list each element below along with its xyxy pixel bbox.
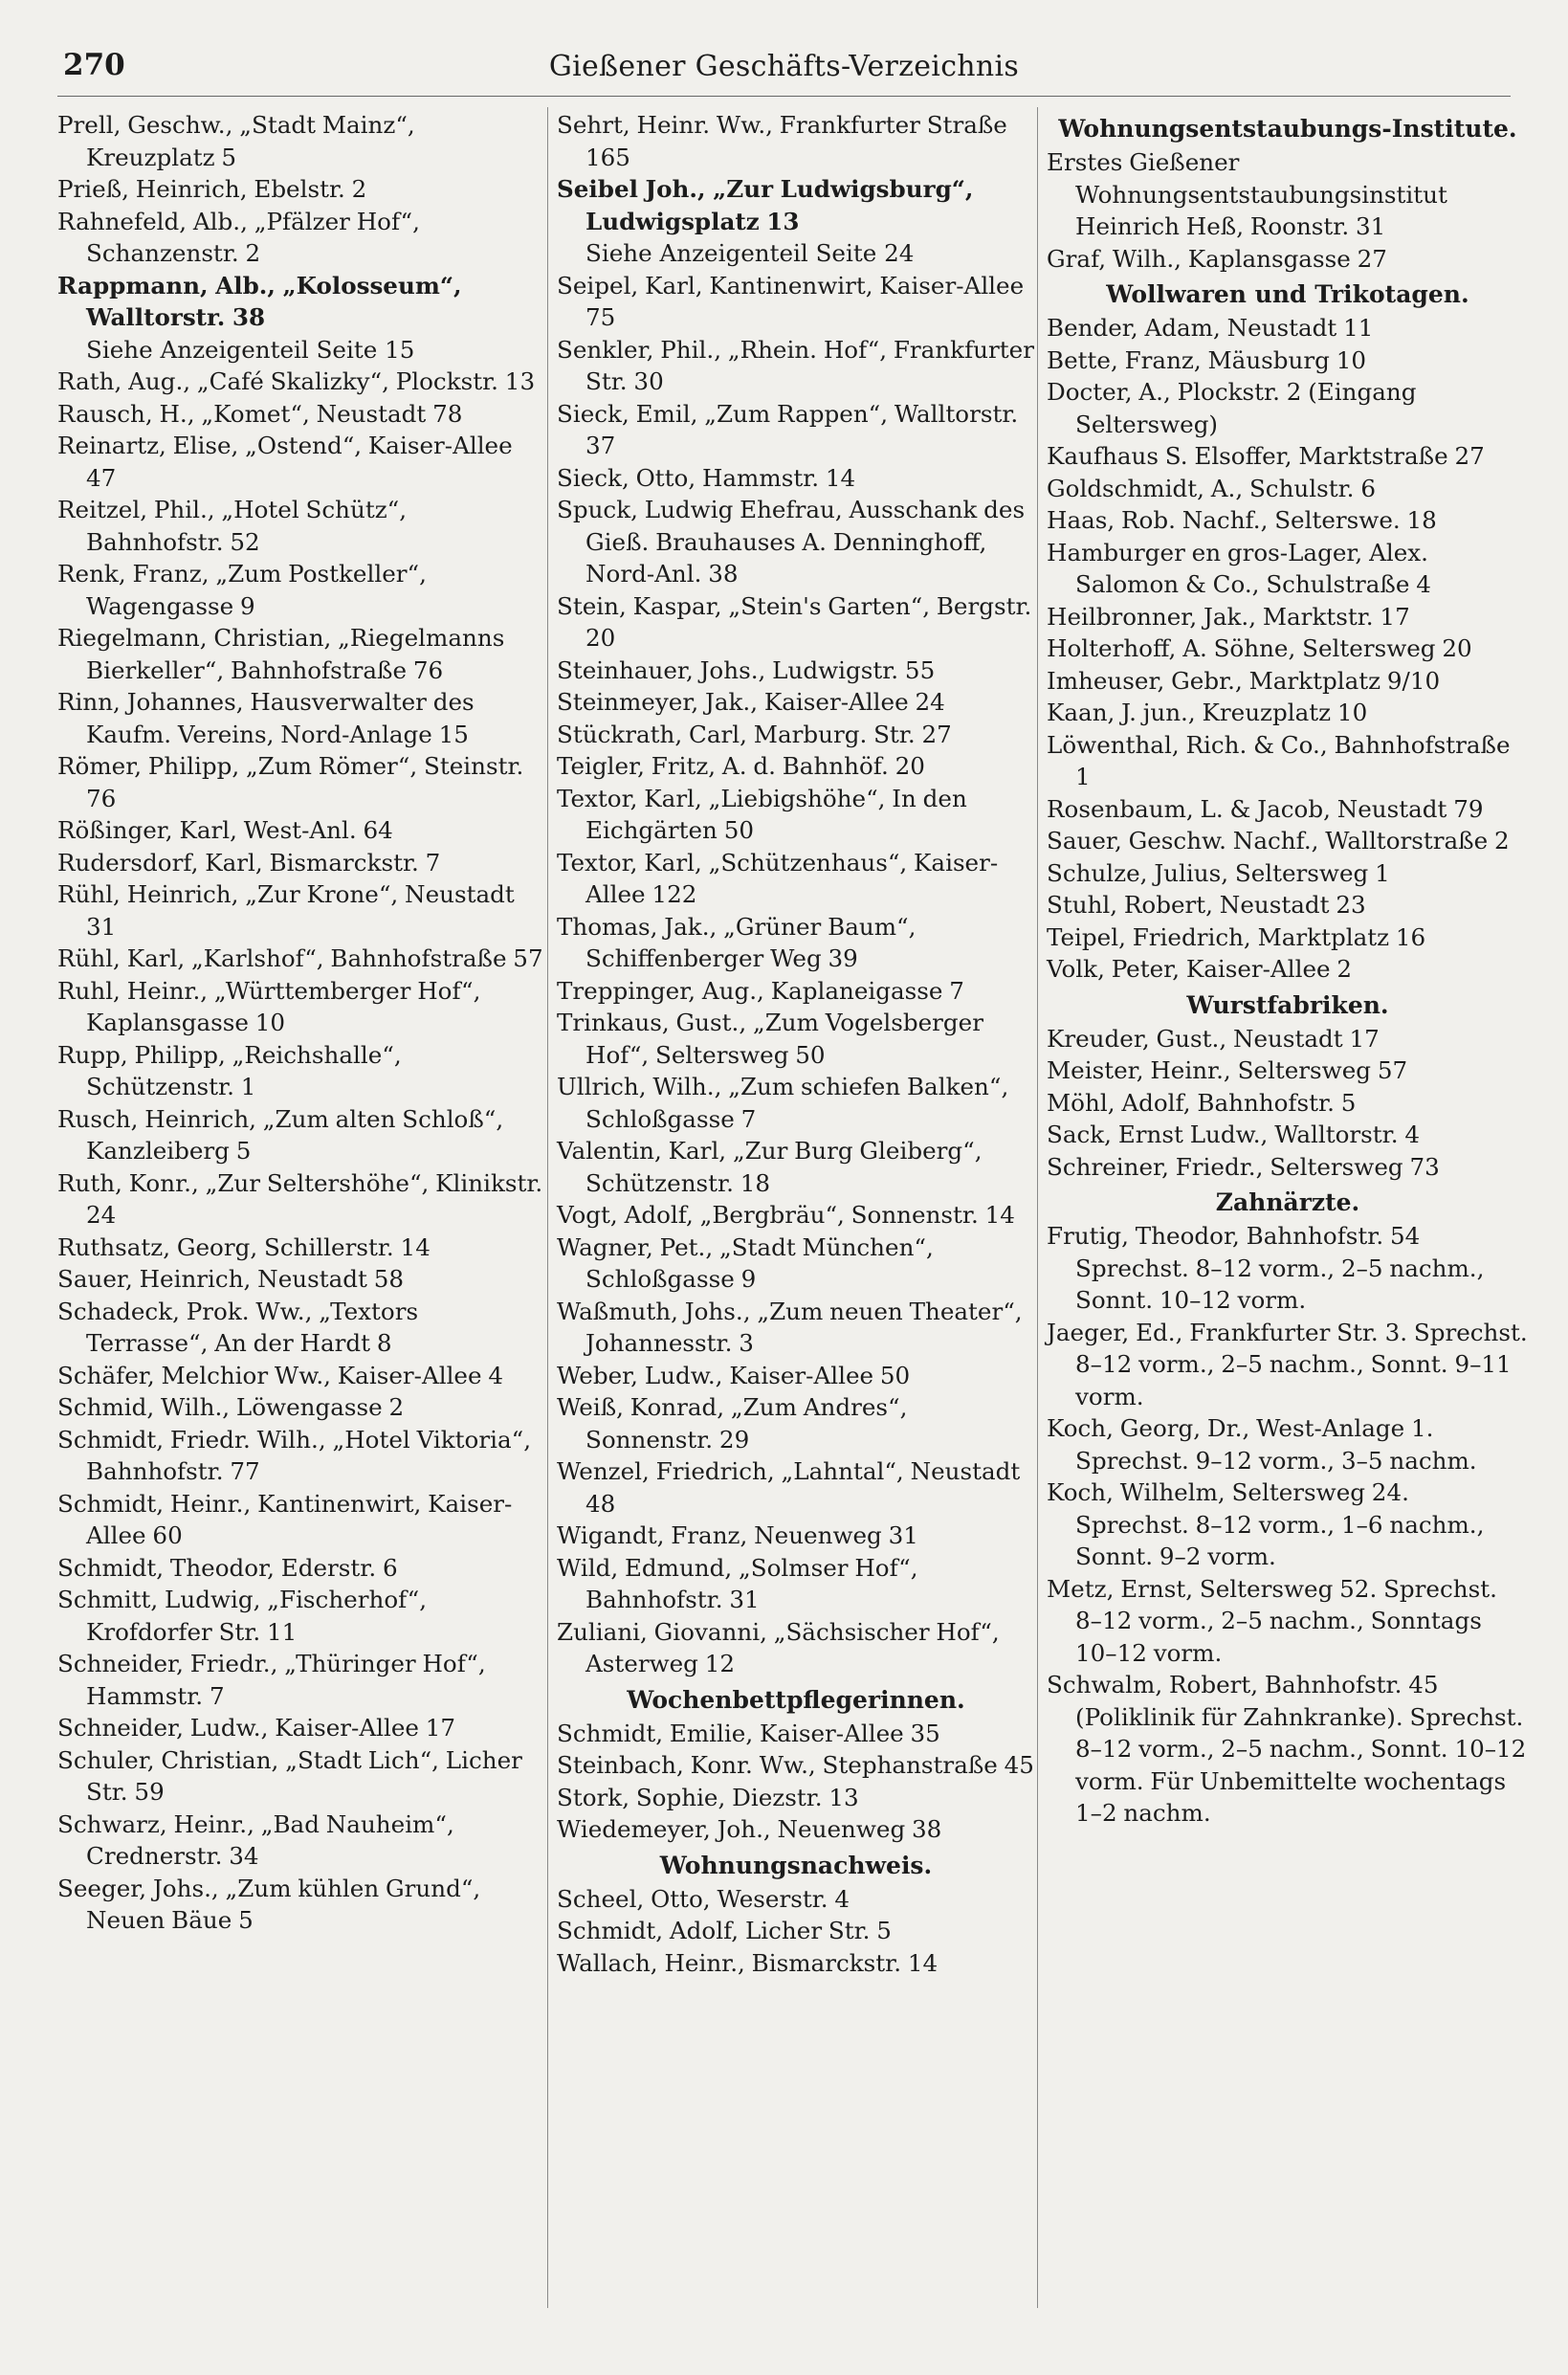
entry: Frutig, Theodor, Bahnhofstr. 54 Sprechst. 8–12 vorm., 2–5 nachm., Sonnt. 10–12 vorm. [1047, 1222, 1485, 1314]
entry: Bender, Adam, Neustadt 11 [1047, 314, 1374, 342]
entry: Textor, Karl, „Schützenhaus“, Kaiser-Allee 122 [557, 848, 999, 908]
entry: Ruth, Konr., „Zur Seltershöhe“, Klinikstr. 24 [57, 1168, 543, 1229]
entry: Steinmeyer, Jak., Kaiser-Allee 24 [557, 688, 945, 716]
entry: Schneider, Ludw., Kaiser-Allee 17 [57, 1714, 456, 1742]
entry: Waßmuth, Johs., „Zum neuen Theater“, Johannesstr. 3 [557, 1297, 1023, 1357]
entry: Kaufhaus S. Elsoffer, Marktstraße 27 [1047, 442, 1485, 470]
entry: Stuhl, Robert, Neustadt 23 [1047, 891, 1366, 919]
entry: Hamburger en gros-Lager, Alex. Salomon & Co., Schulstraße 4 [1047, 538, 1431, 598]
entry: Sehrt, Heinr. Ww., Frankfurter Straße 165 [557, 111, 1007, 171]
entry: Schmitt, Ludwig, „Fischerhof“, Krofdorfer Str. 11 [57, 1586, 428, 1646]
entry: Rudersdorf, Karl, Bismarckstr. 7 [57, 848, 441, 877]
entry: Docter, A., Plockstr. 2 (Eingang Seltersweg) [1047, 378, 1417, 438]
entry: Römer, Philipp, „Zum Römer“, Steinstr. 76 [57, 752, 524, 812]
entry: Sieck, Otto, Hammstr. 14 [557, 463, 856, 492]
entry: Steinhauer, Johs., Ludwigstr. 55 [557, 655, 936, 684]
section-heading: Wochenbettpflegerinnen. [627, 1685, 965, 1714]
entry: Seipel, Karl, Kantinenwirt, Kaiser-Allee 75 [557, 271, 1025, 331]
entry: Wenzel, Friedrich, „Lahntal“, Neustadt 48 [557, 1457, 1021, 1518]
entry: Vogt, Adolf, „Bergbräu“, Sonnenstr. 14 [557, 1201, 1015, 1229]
entry: Treppinger, Aug., Kaplaneigasse 7 [557, 976, 964, 1005]
section-heading: Zahnärzte. [1215, 1188, 1360, 1216]
entry: Meister, Heinr., Seltersweg 57 [1047, 1056, 1408, 1084]
section-heading: Wollwaren und Trikotagen. [1106, 280, 1469, 308]
entry: Zuliani, Giovanni, „Sächsischer Hof“, Asterweg 12 [557, 1617, 1000, 1677]
entry: Koch, Georg, Dr., West-Anlage 1. Sprechst. 9–12 vorm., 3–5 nachm. [1047, 1414, 1477, 1475]
entry: Teigler, Fritz, A. d. Bahnhöf. 20 [557, 752, 925, 780]
entry: Teipel, Friedrich, Marktplatz 16 [1047, 922, 1426, 951]
entry: Schneider, Friedr., „Thüringer Hof“, Hammstr. 7 [57, 1650, 486, 1710]
ad-reference: Siehe Anzeigenteil Seite 24 [585, 239, 915, 267]
entry: Prell, Geschw., „Stadt Mainz“, Kreuzplatz 5 [57, 111, 415, 171]
entry: Goldschmidt, A., Schulstr. 6 [1047, 474, 1376, 502]
ad-reference: Siehe Anzeigenteil Seite 15 [86, 335, 415, 364]
entry: Weiß, Konrad, „Zum Andres“, Sonnenstr. 29 [557, 1393, 908, 1454]
column-3 [1047, 109, 1529, 1830]
section-heading: Wohnungsnachweis. [659, 1851, 933, 1879]
entry: Textor, Karl, „Liebigshöhe“, In den Eichgärten 50 [557, 784, 967, 844]
entry: Löwenthal, Rich. & Co., Bahnhofstraße 1 [1047, 730, 1511, 790]
section-heading: Wurstfabriken. [1186, 990, 1389, 1019]
entry: Haas, Rob. Nachf., Selterswe. 18 [1047, 506, 1437, 534]
entry: Schuler, Christian, „Stadt Lich“, Licher Str. 59 [57, 1745, 522, 1806]
entry: Rusch, Heinrich, „Zum alten Schloß“, Kanzleiberg 5 [57, 1104, 504, 1165]
entry: Seeger, Johs., „Zum kühlen Grund“, Neuen Bäue 5 [57, 1874, 481, 1934]
page-number: 270 [63, 48, 125, 82]
entry: Sack, Ernst Ludw., Walltorstr. 4 [1047, 1121, 1421, 1148]
page-header [63, 42, 1505, 96]
entry: Scheel, Otto, Weserstr. 4 [557, 1884, 850, 1913]
entry: Valentin, Karl, „Zur Burg Gleiberg“, Schützenstr. 18 [557, 1137, 983, 1197]
entry: Sauer, Geschw. Nachf., Walltorstraße 2 [1047, 827, 1510, 855]
entry: Rühl, Karl, „Karlshof“, Bahnhofstraße 57 [57, 944, 543, 972]
entry: Riegelmann, Christian, „Riegelmanns Bierkeller“, Bahnhofstraße 76 [57, 624, 505, 684]
entry: Rappmann, Alb., „Kolosseum“, Walltorstr. 38 [57, 271, 462, 331]
column-2 [557, 109, 1035, 1979]
entry: Renk, Franz, „Zum Postkeller“, Wagengasse 9 [57, 560, 427, 620]
column-divider [1037, 107, 1038, 2308]
entry: Koch, Wilhelm, Seltersweg 24. Sprechst. 8–12 vorm., 1–6 nachm., Sonnt. 9–2 vorm. [1047, 1478, 1485, 1570]
entry: Ruhl, Heinr., „Württemberger Hof“, Kaplansgasse 10 [57, 976, 481, 1036]
entry: Stückrath, Carl, Marburg. Str. 27 [557, 720, 952, 748]
entry: Prieß, Heinrich, Ebelstr. 2 [57, 175, 367, 203]
entry: Trinkaus, Gust., „Zum Vogelsberger Hof“, Seltersweg 50 [557, 1009, 983, 1069]
entry: Thomas, Jak., „Grüner Baum“, Schiffenberger Weg 39 [557, 912, 917, 972]
entry: Rühl, Heinrich, „Zur Krone“, Neustadt 31 [57, 880, 515, 941]
entry: Sauer, Heinrich, Neustadt 58 [57, 1265, 404, 1293]
entry: Möhl, Adolf, Bahnhofstr. 5 [1047, 1088, 1357, 1117]
entry: Reitzel, Phil., „Hotel Schütz“, Bahnhofstr. 52 [57, 496, 408, 556]
entry: Ruthsatz, Georg, Schillerstr. 14 [57, 1232, 431, 1261]
header-rule [57, 96, 1511, 97]
entry: Rupp, Philipp, „Reichshalle“, Schützenstr. 1 [57, 1040, 402, 1100]
entry: Wagner, Pet., „Stadt München“, Schloßgasse 9 [557, 1232, 934, 1293]
entry: Schäfer, Melchior Ww., Kaiser-Allee 4 [57, 1361, 504, 1389]
entry: Schadeck, Prok. Ww., „Textors Terrasse“, An der Hardt 8 [57, 1297, 419, 1357]
entry: Schwarz, Heinr., „Bad Nauheim“, Crednerstr. 34 [57, 1809, 454, 1870]
entry: Stein, Kaspar, „Stein's Garten“, Bergstr. 20 [557, 591, 1032, 652]
entry: Rinn, Johannes, Hausverwalter des Kaufm. Vereins, Nord-Anlage 15 [57, 688, 475, 748]
entry: Wallach, Heinr., Bismarckstr. 14 [557, 1948, 939, 1977]
entry: Wigandt, Franz, Neuenweg 31 [557, 1521, 918, 1549]
entry: Schmidt, Heinr., Kantinenwirt, Kaiser-Allee 60 [57, 1489, 513, 1549]
entry: Rahnefeld, Alb., „Pfälzer Hof“, Schanzenstr. 2 [57, 207, 420, 267]
entry: Wild, Edmund, „Solmser Hof“, Bahnhofstr. 31 [557, 1553, 918, 1613]
entry: Rößinger, Karl, West-Anl. 64 [57, 816, 393, 844]
entry: Rausch, H., „Komet“, Neustadt 78 [57, 399, 463, 428]
entry: Jaeger, Ed., Frankfurter Str. 3. Sprechst. 8–12 vorm., 2–5 nachm., Sonnt. 9–11 vorm. [1047, 1318, 1528, 1410]
entry: Stork, Sophie, Diezstr. 13 [557, 1783, 859, 1811]
entry: Holterhoff, A. Söhne, Seltersweg 20 [1047, 634, 1472, 662]
entry: Senkler, Phil., „Rhein. Hof“, Frankfurter Str. 30 [557, 335, 1034, 395]
entry: Steinbach, Konr. Ww., Stephanstraße 45 [557, 1751, 1034, 1779]
entry: Schmidt, Adolf, Licher Str. 5 [557, 1917, 892, 1944]
entry: Rath, Aug., „Café Skalizky“, Plockstr. 13 [57, 367, 536, 395]
entry: Spuck, Ludwig Ehefrau, Ausschank des Gieß. Brauhauses A. Denninghoff, Nord-Anl. 38 [557, 496, 1026, 588]
entry: Reinartz, Elise, „Ostend“, Kaiser-Allee 47 [57, 432, 513, 492]
entry: Schmid, Wilh., Löwengasse 2 [57, 1393, 405, 1421]
entry: Schulze, Julius, Seltersweg 1 [1047, 858, 1390, 887]
entry: Schwalm, Robert, Bahnhofstr. 45 (Poliklinik für Zahnkranke). Sprechst. 8–12 vorm., 2–5 nachm., Sonnt. 10–12 vorm. Für Unbemittelte wochentags 1–2 nachm. [1047, 1671, 1527, 1827]
page-title: Gießener Geschäfts-Verzeichnis [548, 50, 1020, 83]
entry: Volk, Peter, Kaiser-Allee 2 [1047, 955, 1353, 983]
entry: Seibel Joh., „Zur Ludwigsburg“, Ludwigsplatz 13 [557, 175, 974, 235]
entry: Heilbronner, Jak., Marktstr. 17 [1047, 602, 1410, 631]
entry: Imheuser, Gebr., Marktplatz 9/10 [1047, 666, 1441, 695]
entry: Schreiner, Friedr., Seltersweg 73 [1047, 1152, 1440, 1181]
entry: Erstes Gießener Wohnungsentstaubungsinstitut Heinrich Heß, Roonstr. 31 [1047, 148, 1447, 240]
column-divider [547, 107, 548, 2308]
entry: Bette, Franz, Mäusburg 10 [1047, 345, 1366, 374]
section-heading: Wohnungsentstaubungs-Institute. [1058, 115, 1517, 143]
entry: Metz, Ernst, Seltersweg 52. Sprechst. 8–12 vorm., 2–5 nachm., Sonntags 10–12 vorm. [1047, 1574, 1497, 1667]
entry: Rosenbaum, L. & Jacob, Neustadt 79 [1047, 794, 1484, 823]
entry: Schmidt, Emilie, Kaiser-Allee 35 [557, 1719, 940, 1747]
column-1 [57, 109, 545, 1937]
entry: Schmidt, Friedr. Wilh., „Hotel Viktoria“, Bahnhofstr. 77 [57, 1425, 532, 1485]
entry: Graf, Wilh., Kaplansgasse 27 [1047, 244, 1387, 273]
entry: Kreuder, Gust., Neustadt 17 [1047, 1024, 1380, 1053]
entry: Weber, Ludw., Kaiser-Allee 50 [557, 1361, 911, 1389]
entry: Kaan, J. jun., Kreuzplatz 10 [1047, 699, 1368, 726]
entry: Ullrich, Wilh., „Zum schiefen Balken“, Schloßgasse 7 [557, 1073, 1009, 1133]
entry: Sieck, Emil, „Zum Rappen“, Walltorstr. 37 [557, 399, 1019, 459]
entry: Wiedemeyer, Joh., Neuenweg 38 [557, 1815, 942, 1843]
entry: Schmidt, Theodor, Ederstr. 6 [57, 1553, 398, 1582]
